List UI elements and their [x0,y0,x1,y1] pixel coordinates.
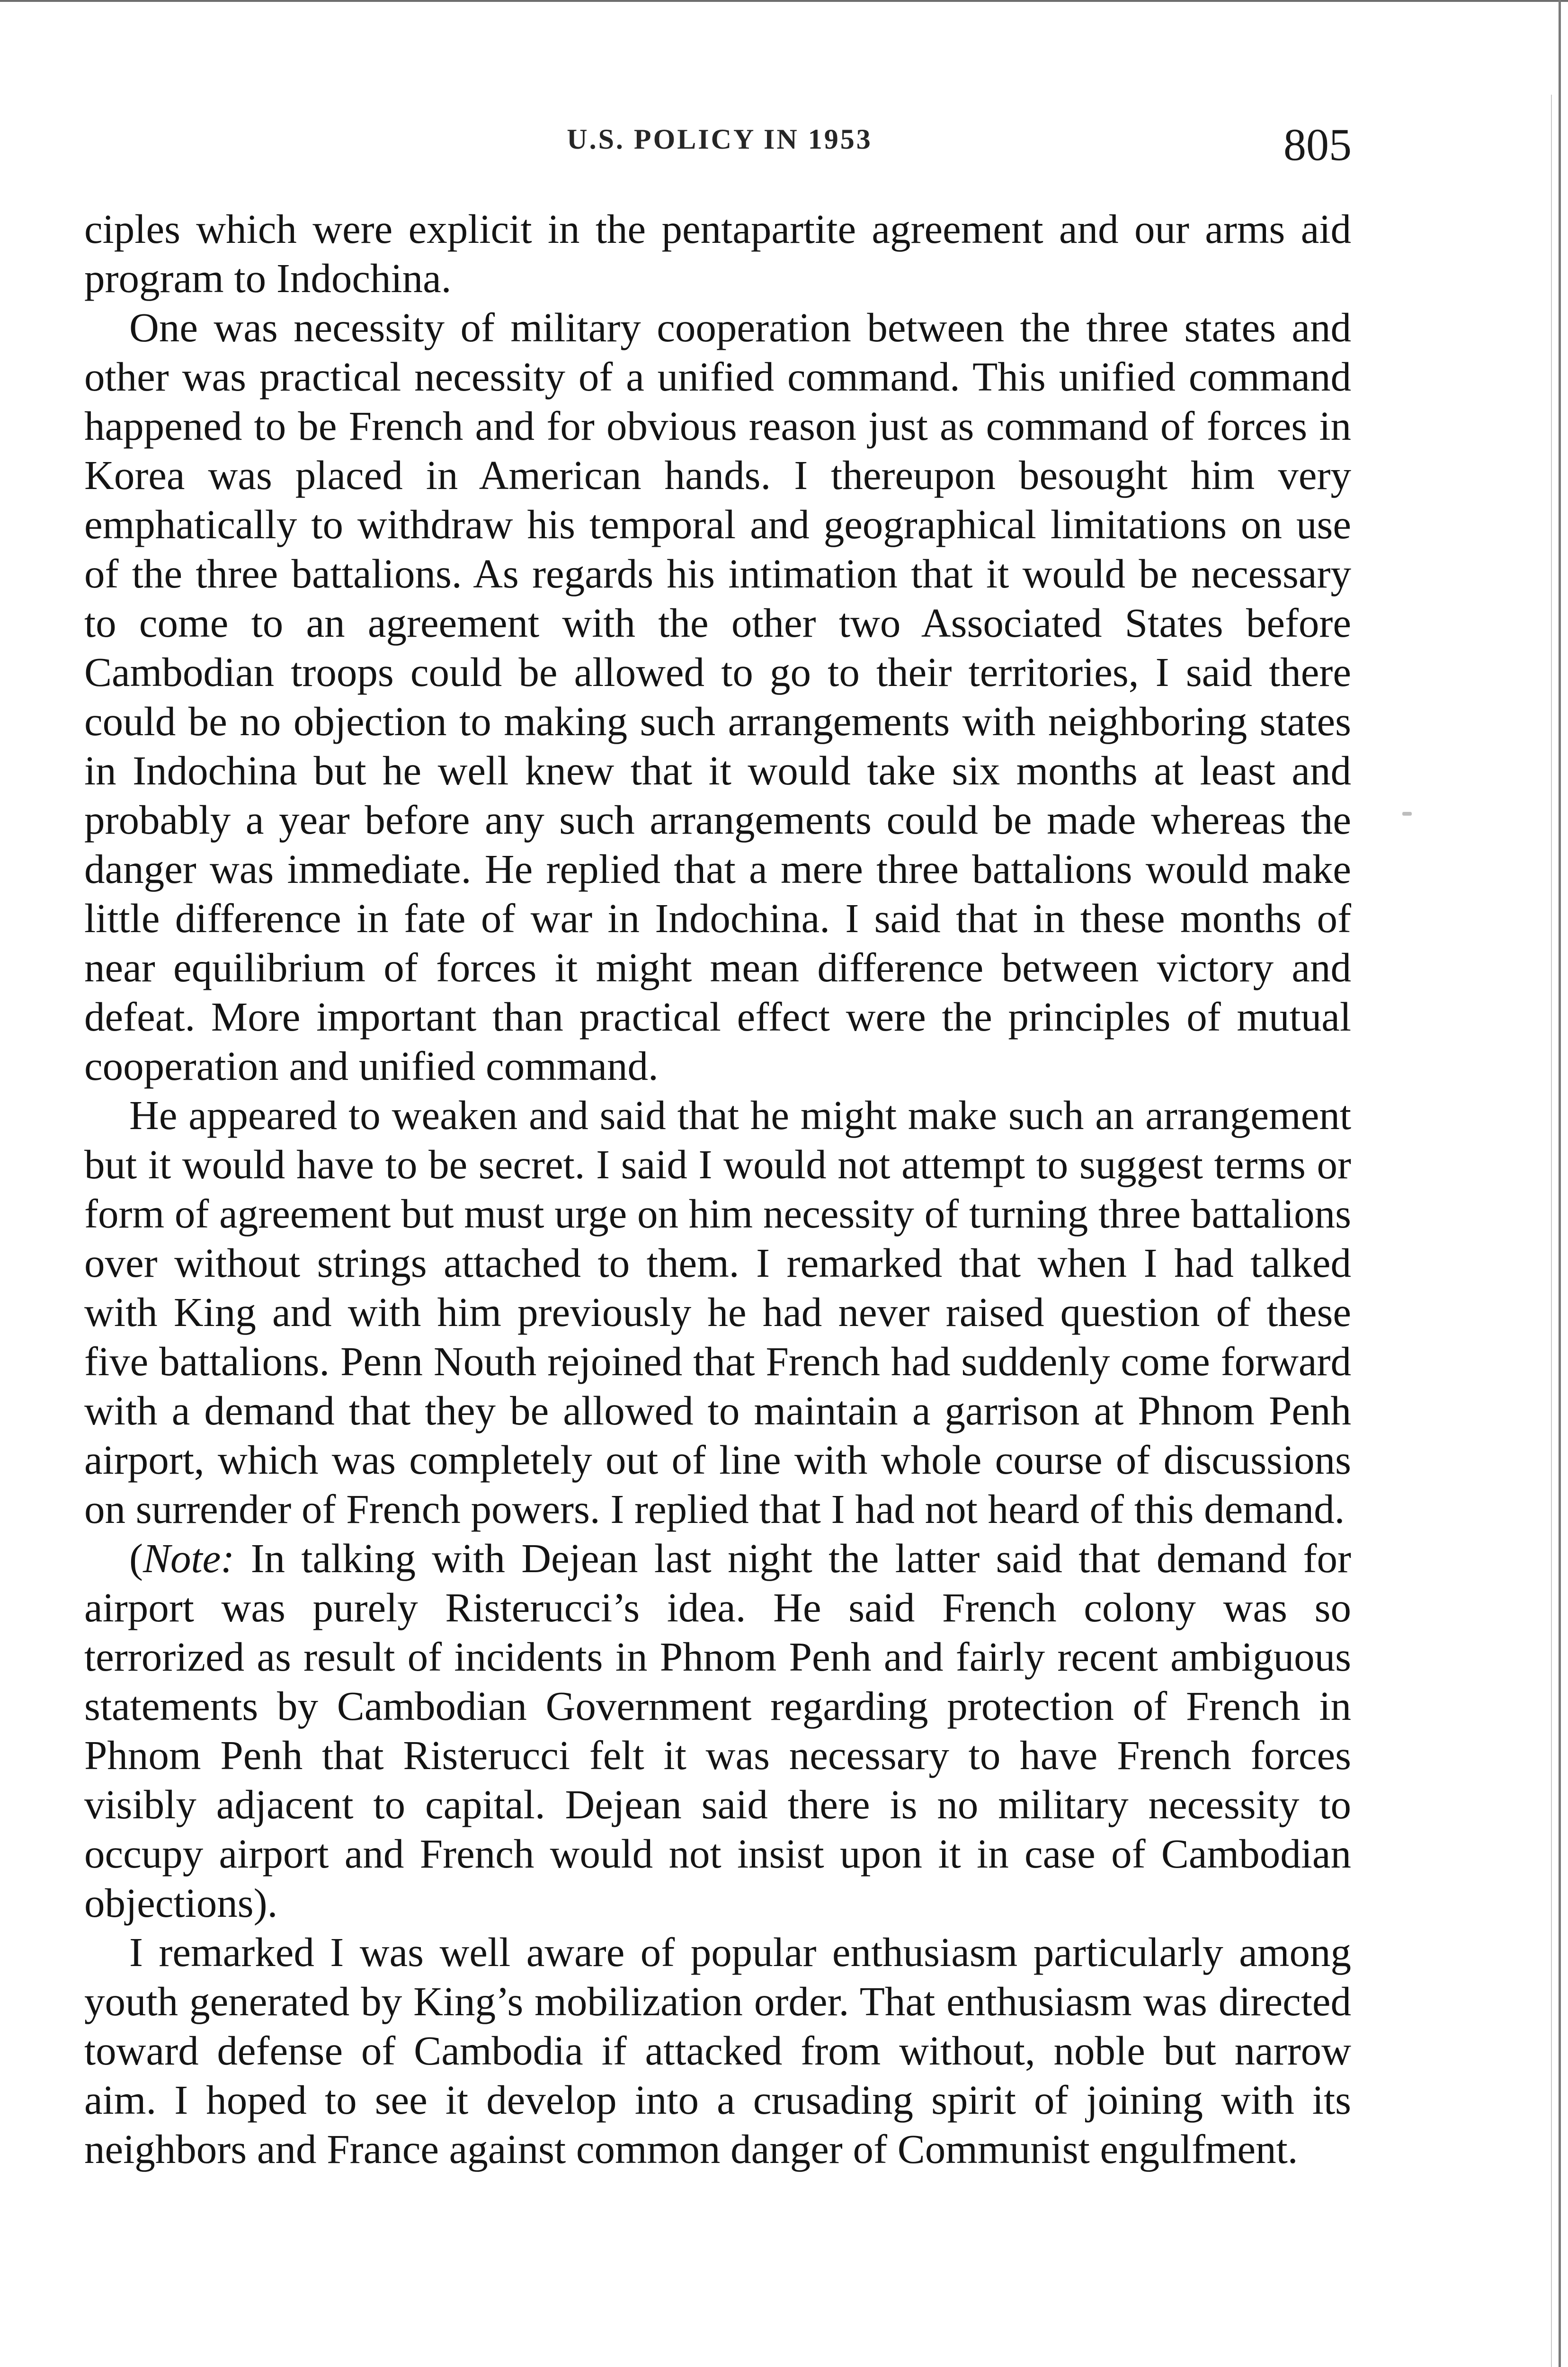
top-edge-rule [0,0,1568,2]
paragraph-continued: ciples which were explicit in the pentapartite agreement and our arms aid program to Indochina. [84,206,1351,301]
paragraph-secret-arrangement: He appeared to weaken and said that he might make such an arrangement but it would have to be secret. I said I would not attempt to suggest terms or form of agreement but must urge on him necessity of turning three battalions over without strings attached to them. I remarked that when I had talked with King and with him previously he had never raised question of these five battalions. Penn Nouth rejoined that French had suddenly come forward with a demand that they be allowed to maintain a garrison at Phnom Penh airport, which was completely out of line with whole course of discussions on surrender of French powers. I replied that I had not heard of this demand. [84,1092,1351,1532]
page-header [88,118,1352,170]
page-number: 805 [1283,119,1352,170]
right-page-edge [1559,0,1561,2367]
note-text: In talking with Dejean last night the latter said that demand for airport was purely Risterucci’s idea. He said French colony was so terrorized as result of incidents in Phnom Penh and fairly recent ambiguous statements by Cambodian Government regarding protection of French in Phnom Penh that Risterucci felt it was necessary to have French forces visibly adjacent to capital. Dejean said there is no military necessity to occupy airport and French would not insist upon it in case of Cambodian objections). [84,1535,1351,1926]
paragraph-enthusiasm: I remarked I was well aware of popular enthusiasm particularly among youth generated by King’s mobilization order. That enthusiasm was directed toward defense of Cambodia if attacked from without, noble but narrow aim. I hoped to see it develop into a crusading spirit of joining with its neighbors and France against common danger of Communist engulfment. [84,1929,1351,2172]
note-label: Note: [143,1535,235,1581]
body-text [84,205,1351,2174]
scan-speck [1402,812,1412,816]
note-open-paren: ( [129,1535,143,1581]
paragraph-military-cooperation: One was necessity of military cooperation between the three states and other was practical necessity of a unified command. This unified command happened to be French and for obvious reason just as command of forces in Korea was placed in American hands. I thereupon besought him very emphatically to withdraw his temporal and geographical limitations on use of the three battalions. As regards his intimation that it would be necessary to come to an agreement with the other two Associated States before Cambodian troops could be allowed to go to their territories, I said there could be no objection to making such arrangements with neighboring states in Indochina but he well knew that it would take six months at least and probably a year before any such arrangements could be made whereas the danger was immediate. He replied that a mere three battalions would make little difference in fate of war in Indochina. I said that in these months of near equilibrium of forces it might mean difference between victory and defeat. More important than practical effect were the principles of mutual cooperation and unified command. [84,304,1351,1089]
right-margin-shadow [1551,95,1552,2367]
paragraph-note [84,1534,1351,1928]
running-head: U.S. POLICY IN 1953 [567,124,873,155]
